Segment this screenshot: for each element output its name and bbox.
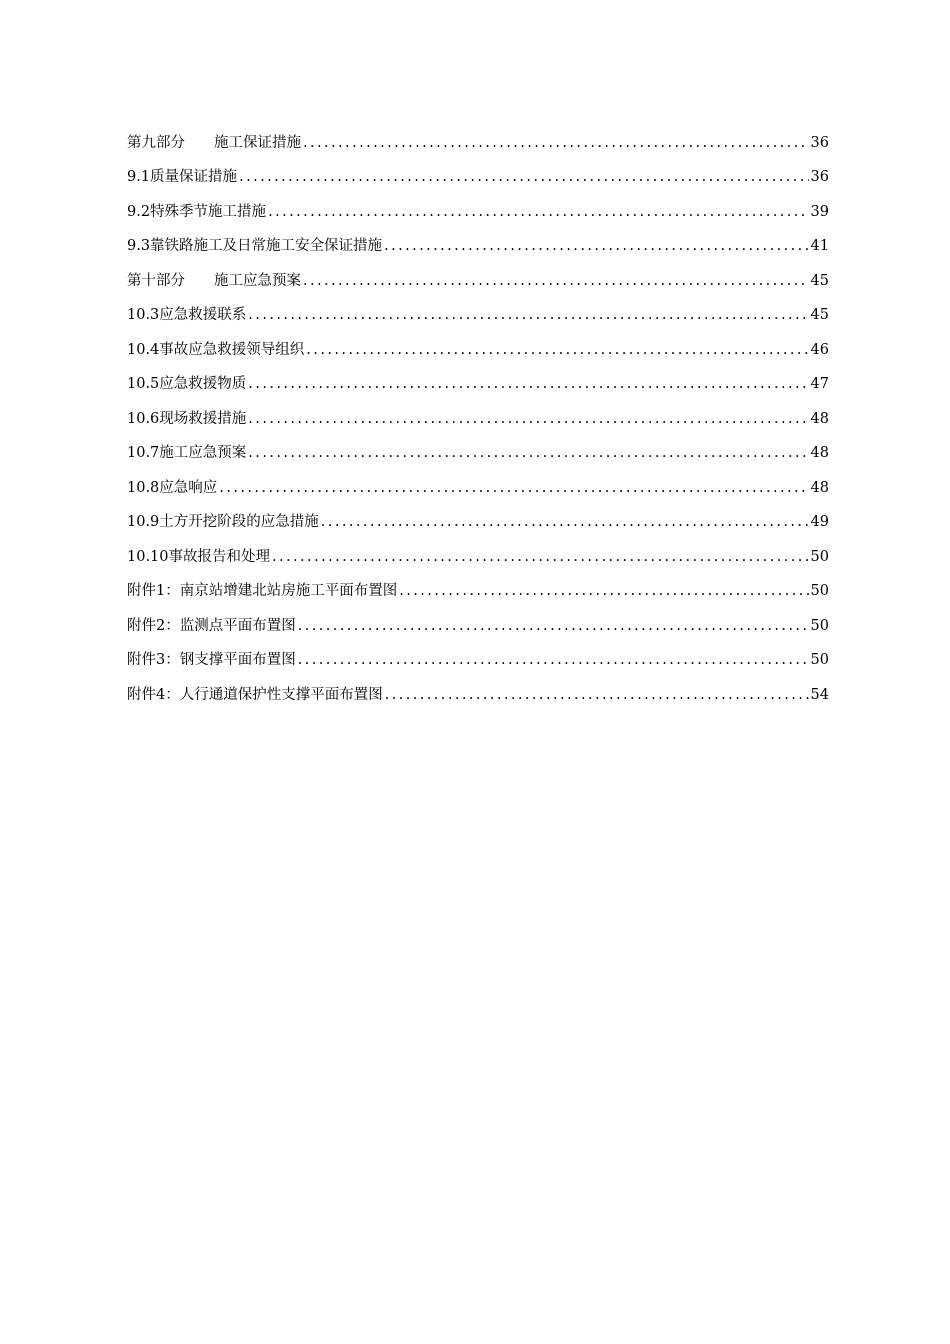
toc-entry-page: 54: [810, 686, 829, 703]
toc-leader-dots: [248, 406, 808, 432]
toc-entry-title: 10.8应急响应: [127, 479, 218, 496]
toc-entry-page: 39: [810, 203, 829, 220]
toc-leader-dots: [239, 164, 808, 190]
toc-leader-dots: [321, 509, 809, 535]
table-of-contents: [127, 121, 829, 708]
toc-entry-title: 附件3：钢支撑平面布置图: [127, 652, 296, 668]
toc-entry[interactable]: [127, 363, 829, 398]
toc-leader-dots: [298, 613, 809, 639]
toc-entry[interactable]: [127, 432, 829, 467]
toc-entry[interactable]: [127, 673, 829, 708]
toc-entry[interactable]: [127, 121, 829, 156]
toc-entry-page: 49: [810, 514, 829, 530]
toc-leader-dots: [385, 682, 809, 708]
toc-entry-page: 46: [810, 341, 829, 358]
toc-entry-title: 9.1质量保证措施: [127, 169, 238, 185]
toc-entry-title: 10.9土方开挖阶段的应急措施: [127, 514, 319, 530]
toc-entry[interactable]: [127, 294, 829, 329]
toc-entry-page: 50: [810, 617, 829, 634]
toc-entry-title: 附件1：南京站增建北站房施工平面布置图: [127, 583, 398, 599]
toc-leader-dots: [384, 233, 808, 259]
toc-entry-title: 10.6现场救援措施: [127, 410, 247, 427]
toc-entry[interactable]: [127, 259, 829, 294]
toc-entry[interactable]: [127, 225, 829, 260]
toc-entry-title: 10.4事故应急救援领导组织: [127, 341, 305, 358]
toc-entry[interactable]: [127, 570, 829, 605]
toc-entry-title: 第十部分 施工应急预案: [127, 272, 301, 289]
toc-entry[interactable]: [127, 328, 829, 363]
toc-entry-page: 36: [810, 169, 829, 185]
toc-entry[interactable]: [127, 190, 829, 225]
toc-leader-dots: [272, 544, 809, 570]
toc-leader-dots: [306, 337, 808, 363]
toc-entry-page: 50: [810, 583, 829, 599]
toc-entry-page: 36: [810, 134, 829, 151]
toc-entry[interactable]: [127, 639, 829, 674]
toc-entry-page: 41: [810, 238, 829, 254]
toc-leader-dots: [219, 475, 808, 501]
toc-entry-title: 10.7施工应急预案: [127, 445, 247, 461]
toc-entry[interactable]: [127, 535, 829, 570]
toc-leader-dots: [248, 440, 808, 466]
toc-entry-title: 10.3应急救援联系: [127, 307, 247, 323]
toc-entry[interactable]: [127, 156, 829, 191]
toc-leader-dots: [303, 130, 809, 156]
toc-entry-page: 48: [810, 445, 829, 461]
toc-leader-dots: [298, 647, 809, 673]
toc-entry[interactable]: [127, 604, 829, 639]
toc-entry-title: 第九部分 施工保证措施: [127, 134, 301, 151]
toc-leader-dots: [268, 199, 808, 225]
toc-entry-title: 附件2：监测点平面布置图: [127, 617, 296, 634]
toc-entry-title: 10.10事故报告和处理: [127, 548, 271, 565]
toc-leader-dots: [303, 268, 809, 294]
toc-entry-title: 10.5应急救援物质: [127, 376, 247, 392]
toc-leader-dots: [399, 578, 808, 604]
toc-entry-title: 9.3靠铁路施工及日常施工安全保证措施: [127, 238, 383, 254]
toc-entry-page: 45: [810, 307, 829, 323]
toc-entry-page: 48: [810, 479, 829, 496]
toc-leader-dots: [248, 371, 808, 397]
toc-entry-page: 50: [810, 652, 829, 668]
toc-entry[interactable]: [127, 501, 829, 536]
toc-leader-dots: [248, 302, 808, 328]
toc-entry-page: 50: [810, 548, 829, 565]
toc-entry-page: 47: [810, 376, 829, 392]
toc-entry-title: 附件4：人行通道保护性支撑平面布置图: [127, 686, 383, 703]
toc-entry[interactable]: [127, 466, 829, 501]
toc-entry-title: 9.2特殊季节施工措施: [127, 203, 267, 220]
toc-entry-page: 48: [810, 410, 829, 427]
toc-entry[interactable]: [127, 397, 829, 432]
toc-entry-page: 45: [810, 272, 829, 289]
